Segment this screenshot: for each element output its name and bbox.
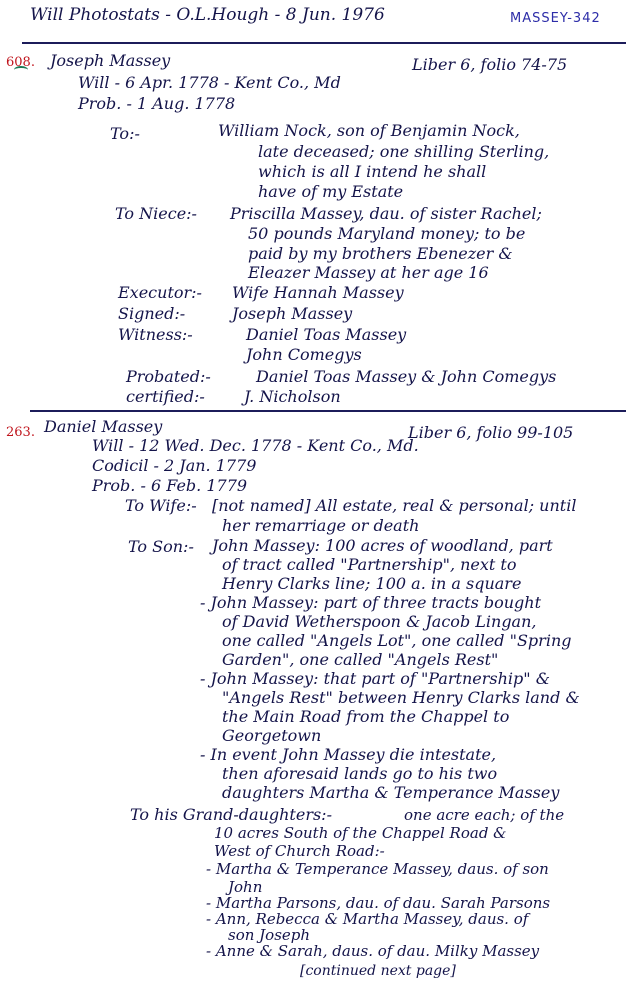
reference-number: MASSEY-342 (510, 11, 601, 26)
bequest-line: son Joseph (228, 926, 311, 944)
bequest-line: Henry Clarks line; 100 a. in a square (222, 574, 522, 593)
bequest-line: have of my Estate (258, 182, 404, 201)
bequest-label: To his Grand-daughters:- (130, 805, 332, 824)
source-header: Will Photostats - O.L.Hough - 8 Jun. 1976 (30, 5, 385, 25)
bequest-line: Georgetown (222, 726, 322, 745)
bequest-line: John (228, 878, 263, 896)
bequest-label: To Niece:- (115, 204, 197, 223)
bequest-line: - John Massey: that part of "Partnership" & (200, 669, 550, 688)
bequest-line: 10 acres South of the Chappel Road & (214, 824, 507, 842)
bequest-line: the Main Road from the Chappel to (222, 707, 510, 726)
probated-names: Daniel Toas Massey & John Comegys (256, 367, 557, 386)
bequest-line: Priscilla Massey, dau. of sister Rachel; (230, 204, 542, 223)
testator-name: Daniel Massey (44, 417, 163, 436)
bequest-line: John Massey: 100 acres of woodland, part (212, 536, 553, 555)
bequest-line: paid by my brothers Ebenezer & (248, 244, 513, 263)
check-mark-icon (14, 66, 28, 74)
bequest-line: - Martha & Temperance Massey, daus. of son (206, 860, 549, 878)
bequest-line: [not named] All estate, real & personal; until (212, 496, 577, 515)
bequest-line: - Martha Parsons, dau. of dau. Sarah Parsons (206, 894, 551, 912)
bequest-label: To Son:- (128, 537, 194, 556)
bequest-line: - Ann, Rebecca & Martha Massey, daus. of (206, 910, 529, 928)
bequest-line: of David Wetherspoon & Jacob Lingan, (222, 612, 537, 631)
bequest-line: of tract called "Partnership", next to (222, 555, 517, 574)
probated-label: Probated:- (126, 367, 211, 386)
executor-name: Wife Hannah Massey (232, 283, 404, 302)
bequest-line: one acre each; of the (404, 806, 565, 824)
continued-note: [continued next page] (300, 963, 456, 979)
bequest-line: 50 pounds Maryland money; to be (248, 224, 526, 243)
entry-number: 263. (6, 425, 35, 440)
bequest-line: then aforesaid lands go to his two (222, 764, 498, 783)
probate-date: Prob. - 6 Feb. 1779 (92, 476, 248, 495)
codicil-date: Codicil - 2 Jan. 1779 (92, 456, 257, 475)
bequest-line: one called "Angels Lot", one called "Spring (222, 631, 572, 650)
will-date: Will - 6 Apr. 1778 - Kent Co., Md (78, 73, 341, 92)
bequest-line: late deceased; one shilling Sterling, (258, 142, 550, 161)
signed-name: Joseph Massey (232, 304, 353, 323)
bequest-line: West of Church Road:- (214, 842, 385, 860)
signed-label: Signed:- (118, 304, 186, 323)
bequest-line: which is all I intend he shall (258, 162, 487, 181)
bequest-line: her remarriage or death (222, 516, 420, 535)
header-rule (22, 42, 626, 44)
probate-date: Prob. - 1 Aug. 1778 (78, 94, 236, 113)
bequest-line: Eleazer Massey at her age 16 (248, 263, 489, 282)
bequest-line: William Nock, son of Benjamin Nock, (218, 121, 520, 140)
certified-name: J. Nicholson (244, 387, 341, 406)
liber-folio: Liber 6, folio 74-75 (412, 55, 568, 74)
testator-name: Joseph Massey (50, 51, 171, 70)
bequest-line: - Anne & Sarah, daus. of dau. Milky Massey (206, 942, 540, 960)
liber-folio: Liber 6, folio 99-105 (408, 423, 574, 442)
witness-label: Witness:- (118, 325, 193, 344)
bequest-line: "Angels Rest" between Henry Clarks land & (222, 688, 580, 707)
will-date: Will - 12 Wed. Dec. 1778 - Kent Co., Md. (92, 436, 419, 455)
bequest-line: - In event John Massey die intestate, (200, 745, 497, 764)
entry-separator (30, 410, 626, 412)
bequest-label: To:- (110, 124, 140, 143)
bequest-line: - John Massey: part of three tracts bought (200, 593, 542, 612)
bequest-label: To Wife:- (125, 496, 197, 515)
witness-name: Daniel Toas Massey (246, 325, 407, 344)
entry-number: 608. (6, 55, 35, 70)
certified-label: certified:- (126, 387, 205, 406)
bequest-line: Garden", one called "Angels Rest" (222, 650, 499, 669)
bequest-line: daughters Martha & Temperance Massey (222, 783, 560, 802)
executor-label: Executor:- (118, 283, 202, 302)
witness-name: John Comegys (246, 345, 362, 364)
